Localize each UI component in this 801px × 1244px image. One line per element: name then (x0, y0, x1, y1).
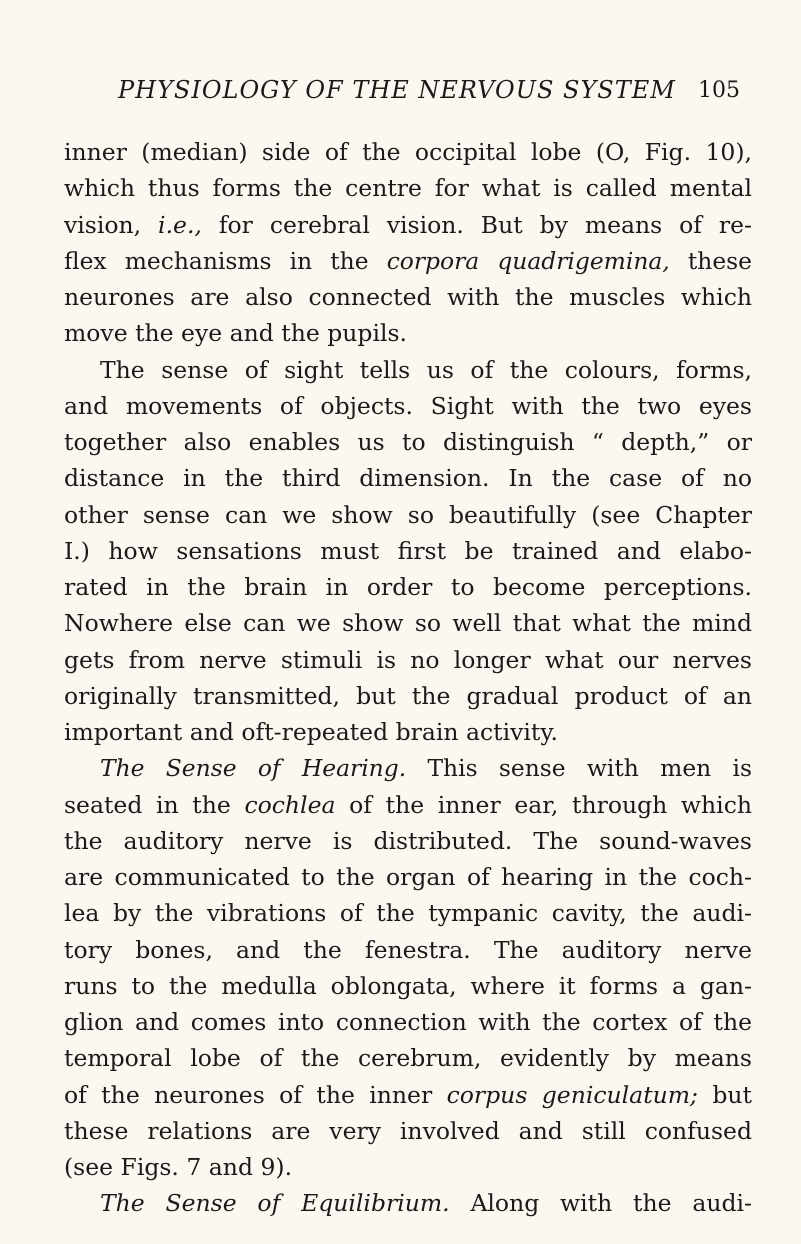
text-line: important and oft-repeated brain activity. (64, 718, 558, 746)
text-line: which thus forms the centre for what is called mental (64, 174, 752, 203)
text-line: and movements of objects. Sight with the two eyes (64, 391, 752, 420)
text-line: I.) how sensations must first be trained and elabo- (64, 536, 752, 565)
text-line: these relations are very involved and still confused (64, 1116, 752, 1145)
text-line: runs to the medulla oblongata, where it forms a gan- (64, 971, 752, 1000)
text-line: flex mechanisms in the corpora quadrigemina, these (64, 246, 752, 275)
running-head (118, 72, 740, 112)
text-line: The Sense of Hearing. This sense with men is (100, 754, 753, 783)
running-head-title: PHYSIOLOGY OF THE NERVOUS SYSTEM (118, 76, 676, 104)
text-line: The sense of sight tells us of the colours, forms, (100, 355, 752, 384)
section-heading-equilibrium: The Sense of Equilibrium. (100, 1189, 450, 1218)
text-line: of the neurones of the inner corpus geniculatum; but (64, 1080, 752, 1109)
text-line: gets from nerve stimuli is no longer what our nerves (64, 645, 752, 674)
text-line: temporal lobe of the cerebrum, evidently by means (64, 1044, 752, 1073)
text-line: vision, i.e., for cerebral vision. But by means of re- (64, 210, 752, 239)
text-line: (see Figs. 7 and 9). (64, 1153, 293, 1181)
text-line: rated in the brain in order to become perceptions. (64, 573, 752, 601)
text-line: tory bones, and the fenestra. The auditory nerve (64, 935, 752, 964)
text-line: The Sense of Equilibrium. Along with the audi- (100, 1189, 752, 1218)
section-heading-hearing: The Sense of Hearing. (100, 754, 407, 783)
text-line: distance in the third dimension. In the case of no (64, 464, 752, 493)
text-line: glion and comes into connection with the cortex of the (64, 1008, 752, 1036)
text-line: originally transmitted, but the gradual product of an (64, 681, 752, 710)
text-line: move the eye and the pupils. (64, 319, 407, 348)
page-number: 105 (698, 78, 740, 103)
text-line: Nowhere else can we show so well that what the mind (64, 609, 752, 638)
text-line: lea by the vibrations of the tympanic cavity, the audi- (64, 899, 752, 928)
text-line: together also enables us to distinguish “ depth,” or (64, 428, 752, 456)
text-line: neurones are also connected with the muscles which (64, 283, 752, 311)
text-line: the auditory nerve is distributed. The sound-waves (64, 826, 752, 855)
body-text (64, 134, 752, 1222)
text-line: are communicated to the organ of hearing in the coch- (64, 863, 752, 891)
text-line: seated in the cochlea of the inner ear, through which (64, 790, 752, 819)
text-line: inner (median) side of the occipital lobe (O, Fig. 10), (64, 138, 752, 166)
text-line: other sense can we show so beautifully (see Chapter (64, 500, 752, 529)
